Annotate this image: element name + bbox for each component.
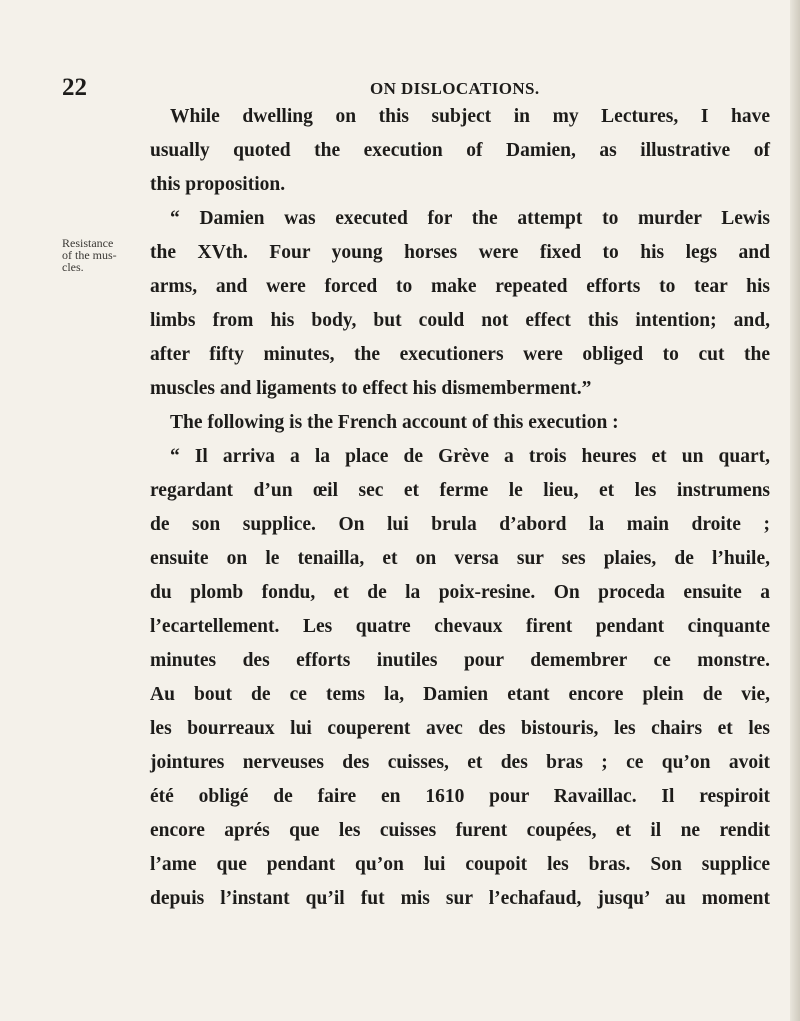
text-line: de son supplice. On lui brula d’abord la main droite ; bbox=[150, 514, 770, 535]
text-line: arms, and were forced to make repeated efforts to tear his bbox=[150, 276, 770, 297]
text-line: limbs from his body, but could not effect this intention; and, bbox=[150, 310, 770, 331]
text-line: The following is the French account of this execution : bbox=[170, 412, 619, 433]
text-line: du plomb fondu, et de la poix-resine. On proceda ensuite a bbox=[150, 582, 770, 603]
text-line: depuis l’instant qu’il fut mis sur l’echafaud, jusqu’ au moment bbox=[150, 888, 770, 909]
text-line: the XVth. Four young horses were fixed to his legs and bbox=[150, 242, 770, 263]
text-line: l’ecartellement. Les quatre chevaux firent pendant cinquante bbox=[150, 616, 770, 637]
text-line: “ Damien was executed for the attempt to murder Lewis bbox=[170, 208, 770, 229]
text-line: l’ame que pendant qu’on lui coupoit les bras. Son supplice bbox=[150, 854, 770, 875]
text-line: jointures nerveuses des cuisses, et des bras ; ce qu’on avoit bbox=[150, 752, 770, 773]
text-line: this proposition. bbox=[150, 174, 286, 195]
margin-note-line: cles. bbox=[62, 260, 84, 274]
text-line: été obligé de faire en 1610 pour Ravaillac. Il respiroit bbox=[150, 786, 770, 807]
margin-note bbox=[62, 237, 132, 273]
text-line: regardant d’un œil sec et ferme le lieu, et les instrumens bbox=[150, 480, 770, 501]
text-line: after fifty minutes, the executioners were obliged to cut the bbox=[150, 344, 770, 365]
body-text bbox=[150, 100, 770, 916]
page-edge bbox=[790, 0, 800, 1021]
text-line: minutes des efforts inutiles pour demembrer ce monstre. bbox=[150, 650, 770, 671]
text-line: Au bout de ce tems la, Damien etant encore plein de vie, bbox=[150, 684, 770, 705]
text-line: les bourreaux lui couperent avec des bistouris, les chairs et les bbox=[150, 718, 770, 739]
margin-note-line: of the mus- bbox=[62, 248, 117, 262]
page-number: 22 bbox=[62, 74, 87, 101]
text-line: encore aprés que les cuisses furent coupées, et il ne rendit bbox=[150, 820, 770, 841]
text-line: usually quoted the execution of Damien, as illustrative of bbox=[150, 140, 770, 161]
margin-note-line: Resistance bbox=[62, 236, 114, 250]
page-header bbox=[0, 76, 800, 100]
text-line: While dwelling on this subject in my Lectures, I have bbox=[170, 106, 770, 127]
running-head: ON DISLOCATIONS. bbox=[370, 79, 540, 98]
text-line: “ Il arriva a la place de Grève a trois heures et un quart, bbox=[170, 446, 770, 467]
text-line: muscles and ligaments to effect his dismemberment.” bbox=[150, 378, 592, 399]
text-line: ensuite on le tenailla, et on versa sur ses plaies, de l’huile, bbox=[150, 548, 770, 569]
